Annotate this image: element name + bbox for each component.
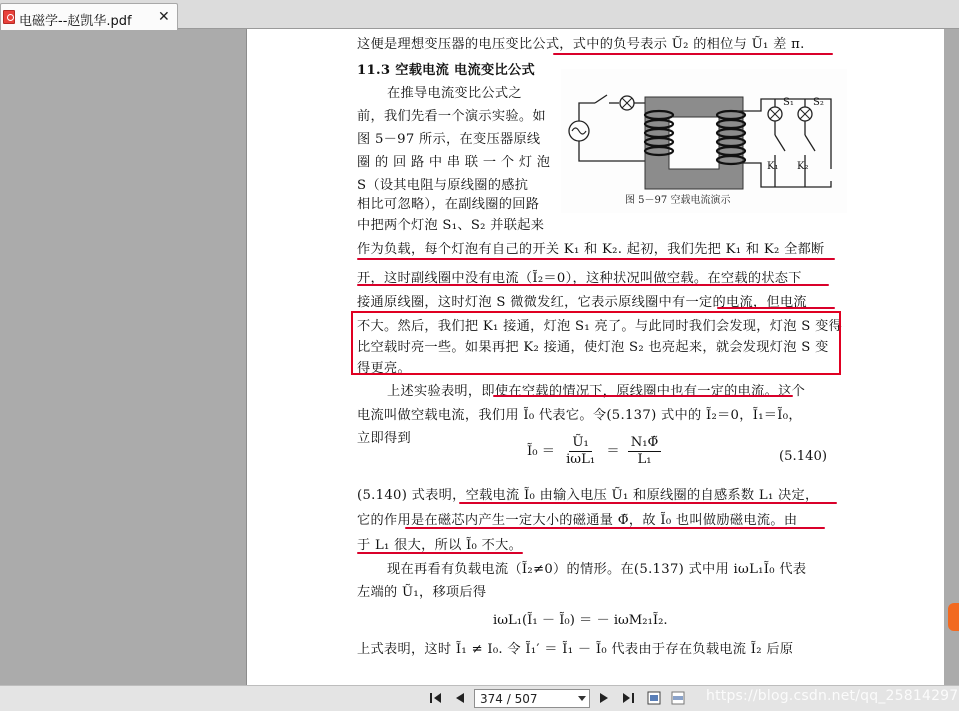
text-line: 这便是理想变压器的电压变比公式，式中的负号表示 Ũ₂ 的相位与 Ũ₁ 差 π. xyxy=(357,37,805,52)
text-line: S（设其电阻与原线圈的感抗 xyxy=(357,178,529,193)
fraction xyxy=(563,435,598,468)
red-underline xyxy=(357,552,523,554)
text-line: 开，这时副线圈中没有电流（Ĩ₂＝0），这种状况叫做空载。在空载的状态下 xyxy=(357,271,802,286)
document-tab[interactable] xyxy=(0,3,178,30)
figure-label-s1: S₁ xyxy=(783,97,794,108)
text-line: 左端的 Ũ₁，移项后得 xyxy=(357,585,487,600)
text-line: 中把两个灯泡 S₁、S₂ 并联起来 xyxy=(357,218,545,233)
section-heading: 11.3 空载电流 电流变比公式 xyxy=(357,63,535,78)
page-edge xyxy=(944,29,959,685)
text-line: 上述实验表明，即使在空载的情况下，原线圈中也有一定的电流。这个 xyxy=(387,384,806,399)
page-indicator: 374 / 507 xyxy=(480,692,538,706)
text-line: 比空载时亮一些。如果再把 K₂ 接通，使灯泡 S₂ 也亮起来，就会发现灯泡 S 变 xyxy=(357,340,829,355)
text-line: 相比可忽略），在副线圈的回路 xyxy=(357,197,540,212)
last-page-icon[interactable] xyxy=(620,690,636,706)
red-underline xyxy=(459,502,837,504)
side-widget[interactable] xyxy=(948,603,959,631)
fraction-numerator: N₁Φ̃ xyxy=(628,435,662,452)
text-line: 作为负载，每个灯泡有自己的开关 K₁ 和 K₂. 起初，我们先把 K₁ 和 K₂ 全都断 xyxy=(357,242,825,257)
red-underline xyxy=(493,395,793,397)
red-underline xyxy=(357,258,835,260)
figure-label-s2: S₂ xyxy=(813,97,824,108)
text-line: 图 5－97 所示，在变压器原线 xyxy=(357,132,541,147)
text-line: 在推导电流变比公式之 xyxy=(387,86,522,101)
red-highlight-box xyxy=(351,311,841,375)
equation-5-140 xyxy=(527,435,665,468)
text-line: 电流叫做空载电流，我们用 Ĩ₀ 代表它。令(5.137) 式中的 Ĩ₂＝0，Ĩ₁＝Ĩ₀， xyxy=(357,408,802,423)
pdf-file-icon xyxy=(3,10,15,24)
text-line: (5.140) 式表明，空载电流 Ĩ₀ 由输入电压 Ũ₁ 和原线圈的自感系数 L₁ 决定， xyxy=(357,488,819,503)
equation-lhs: Ĩ₀ ＝ xyxy=(527,444,555,459)
equation-line: iωL₁(Ĩ₁ － Ĩ₀) ＝ － iωM₂₁Ĩ₂. xyxy=(493,613,668,628)
equation-number: (5.140) xyxy=(779,449,828,464)
fraction-denominator: L₁ xyxy=(637,452,652,467)
text-line: 现在再看有负载电流（Ĩ₂≠0）的情形。在(5.137) 式中用 iωL₁Ĩ₀ 代表 xyxy=(387,562,807,577)
text-line: 它的作用是在磁芯内产生一定大小的磁通量 Φ̃，故 Ĩ₀ 也叫做励磁电流。由 xyxy=(357,513,798,528)
text-line: 上式表明，这时 Ĩ₁ ≠ I₀. 令 Ĩ₁′ ＝ Ĩ₁ － Ĩ₀ 代表由于存在负载电流 Ĩ₂ 后原 xyxy=(357,642,794,657)
red-underline xyxy=(357,284,829,286)
text-line: 圈 的 回 路 中 串 联 一 个 灯 泡 xyxy=(357,155,551,170)
page-number-field[interactable] xyxy=(474,689,590,708)
close-tab-icon[interactable]: ✕ xyxy=(158,9,170,25)
red-underline xyxy=(553,53,833,55)
text-line: 前，我们先看一个演示实验。如 xyxy=(357,109,546,124)
first-page-icon[interactable] xyxy=(428,690,444,706)
fraction xyxy=(628,435,662,468)
text-line: 立即得到 xyxy=(357,431,411,446)
next-page-icon[interactable] xyxy=(596,690,612,706)
fit-width-icon[interactable] xyxy=(670,690,686,706)
chevron-down-icon[interactable] xyxy=(578,696,586,701)
watermark: https://blog.csdn.net/qq_25814297 xyxy=(706,688,959,704)
tab-title: 电磁学--赵凯华.pdf xyxy=(19,14,132,29)
text-line: 得更亮。 xyxy=(357,361,411,376)
fit-page-icon[interactable] xyxy=(646,690,662,706)
fraction-denominator: iωL₁ xyxy=(566,452,596,467)
fraction-numerator: Ũ₁ xyxy=(569,435,591,452)
pdf-page xyxy=(246,29,944,685)
tab-bar xyxy=(0,0,959,29)
text-line: 接通原线圈，这时灯泡 S 微微发红，它表示原线圈中有一定的电流，但电流 xyxy=(357,295,807,310)
equals-sign: ＝ xyxy=(606,444,620,459)
red-underline xyxy=(405,527,825,529)
text-line: 于 L₁ 很大，所以 Ĩ₀ 不大。 xyxy=(357,538,523,553)
figure-label-k2: K₂ xyxy=(797,161,809,172)
figure-label-k1: K₁ xyxy=(767,161,779,172)
figure-caption: 图 5－97 空载电流演示 xyxy=(625,195,731,206)
previous-page-icon[interactable] xyxy=(452,690,468,706)
red-underline xyxy=(717,307,835,309)
text-line: 不大。然后，我们把 K₁ 接通，灯泡 S₁ 亮了。与此同时我们会发现，灯泡 S 变得 xyxy=(357,319,843,334)
